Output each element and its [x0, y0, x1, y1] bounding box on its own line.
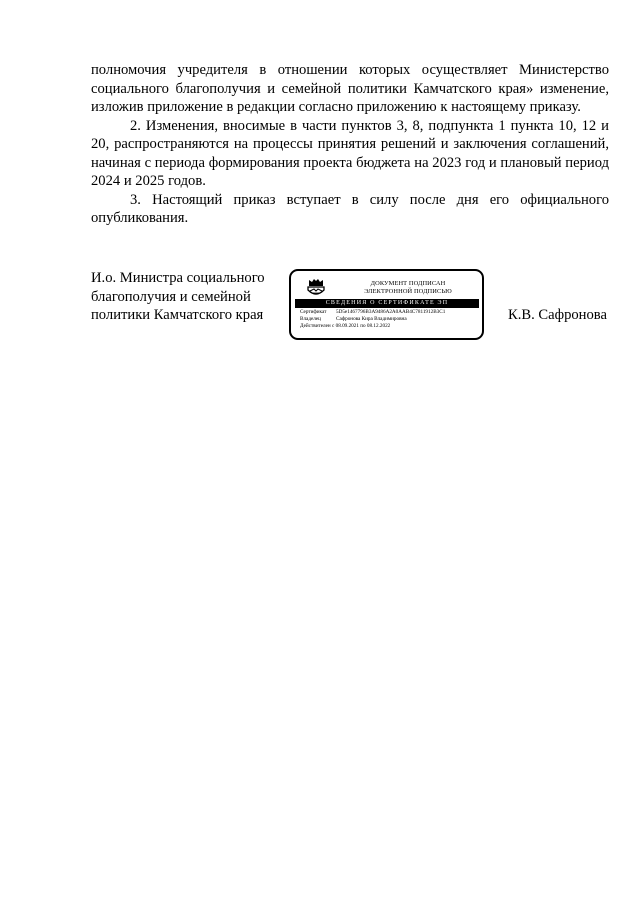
stamp-heading	[335, 280, 481, 295]
signer-title	[91, 269, 281, 325]
signer-title-line-3: политики Камчатского края	[91, 307, 264, 323]
electronic-signature-stamp	[289, 269, 484, 340]
paragraph-3: 3. Настоящий приказ вступает в силу после дня его официального опубликования.	[91, 191, 609, 226]
document-body	[91, 61, 609, 228]
stamp-certificate-details	[300, 309, 480, 331]
signer-title-line-1: И.о. Министра социального	[91, 270, 265, 286]
stamp-row-value: 5D5e1467796B3A9486A2A0AAB4C7811912B3C1	[336, 309, 446, 315]
stamp-row-validity	[300, 323, 480, 330]
stamp-row-value: Сафронова Кира Владимировна	[336, 316, 407, 323]
stamp-heading-line-1: ДОКУМЕНТ ПОДПИСАН	[370, 280, 446, 287]
paragraph-1: полномочия учредителя в отношении которых осуществляет Министерство социального благополучия и семейной политики Камчатского края» изменение, изложив приложение в редакции согласно приложению к настоящему приказу.	[91, 62, 609, 115]
paragraph-2: 2. Изменения, вносимые в части пунктов 3, 8, подпункта 1 пункта 10, 12 и 20, распространяются на процессы принятия решений и заключения соглашений, начиная с периода формирования проекта бюджета на 2023 год и плановый период 2024 и 2025 годов.	[91, 117, 609, 189]
stamp-certificate-bar: СВЕДЕНИЯ О СЕРТИФИКАТЕ ЭП	[295, 299, 479, 308]
stamp-row-certificate	[300, 309, 480, 316]
stamp-row-label: Владелец	[300, 316, 321, 323]
signer-title-line-2: благополучия и семейной	[91, 288, 251, 305]
stamp-heading-line-2: ЭЛЕКТРОННОЙ ПОДПИСЬЮ	[364, 287, 452, 295]
stamp-row-label: Действителен с 08.09.2021 по 08.12.2022	[300, 323, 391, 330]
signer-name: К.В. Сафронова	[508, 307, 607, 323]
stamp-row-label: Сертификат	[300, 309, 327, 315]
coat-of-arms-icon	[305, 276, 327, 298]
